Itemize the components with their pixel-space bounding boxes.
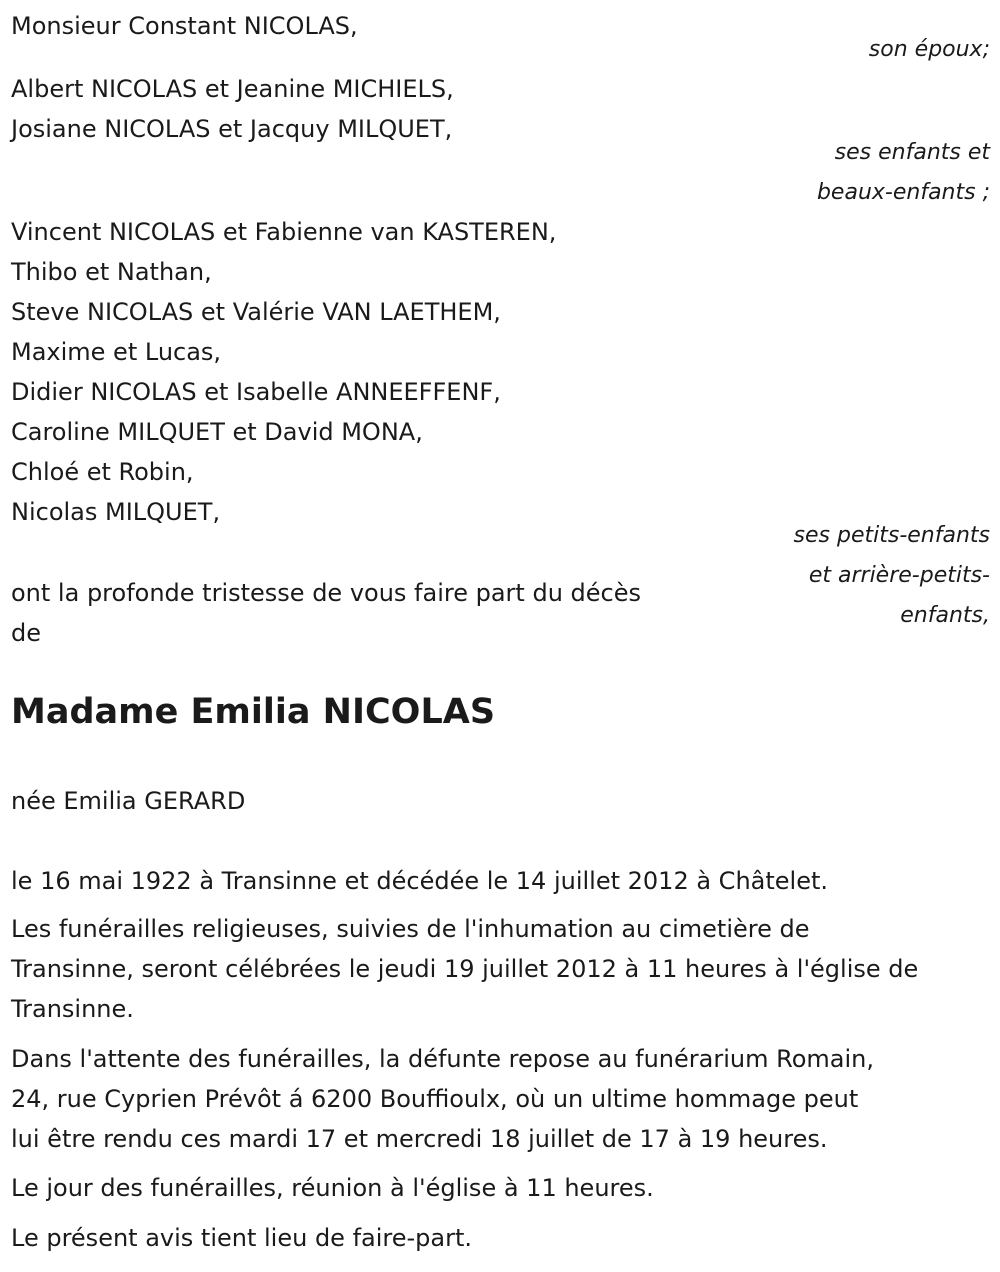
- child-line: Josiane NICOLAS et Jacquy MILQUET,: [11, 115, 453, 143]
- visitation-line: lui être rendu ces mardi 17 et mercredi 18 juillet de 17 à 19 heures.: [11, 1125, 828, 1153]
- funeral-line: Transinne, seront célébrées le jeudi 19 juillet 2012 à 11 heures à l'église de: [11, 955, 919, 983]
- child-line: Albert NICOLAS et Jeanine MICHIELS,: [11, 75, 454, 103]
- children-role-line: ses enfants et: [834, 140, 990, 165]
- funeral-line: Transinne.: [11, 995, 134, 1023]
- grandchildren-role-line: ses petits-enfants: [793, 523, 990, 548]
- visitation-line: Dans l'attente des funérailles, la défunte repose au funérarium Romain,: [11, 1045, 874, 1073]
- announcement-line: de: [11, 619, 41, 647]
- birth-name: née Emilia GERARD: [11, 787, 246, 815]
- grandchild-line: Steve NICOLAS et Valérie VAN LAETHEM,: [11, 298, 501, 326]
- grandchild-line: Chloé et Robin,: [11, 458, 194, 486]
- grandchild-line: Vincent NICOLAS et Fabienne van KASTEREN,: [11, 218, 557, 246]
- visitation-line: 24, rue Cyprien Prévôt á 6200 Bouffioulx, où un ultime hommage peut: [11, 1085, 859, 1113]
- spouse-name: Monsieur Constant NICOLAS,: [11, 12, 358, 40]
- grandchild-line: Maxime et Lucas,: [11, 338, 222, 366]
- deceased-name: Madame Emilia NICOLAS: [11, 692, 496, 732]
- funeral-line: Les funérailles religieuses, suivies de l'inhumation au cimetière de: [11, 915, 810, 943]
- grandchild-line: Nicolas MILQUET,: [11, 498, 221, 526]
- announcement-line: ont la profonde tristesse de vous faire part du décès: [11, 579, 641, 607]
- notice-text: Le présent avis tient lieu de faire-part.: [11, 1224, 473, 1252]
- grandchildren-role-line: enfants,: [900, 603, 990, 628]
- grandchild-line: Didier NICOLAS et Isabelle ANNEEFFENF,: [11, 378, 501, 406]
- spouse-role: son époux;: [868, 37, 990, 62]
- grandchild-line: Thibo et Nathan,: [11, 258, 212, 286]
- meeting-info: Le jour des funérailles, réunion à l'église à 11 heures.: [11, 1174, 654, 1202]
- birth-death-dates: le 16 mai 1922 à Transinne et décédée le 14 juillet 2012 à Châtelet.: [11, 867, 829, 895]
- children-role-line: beaux-enfants ;: [816, 180, 990, 205]
- grandchildren-role-line: et arrière-petits-: [808, 563, 990, 588]
- grandchild-line: Caroline MILQUET et David MONA,: [11, 418, 423, 446]
